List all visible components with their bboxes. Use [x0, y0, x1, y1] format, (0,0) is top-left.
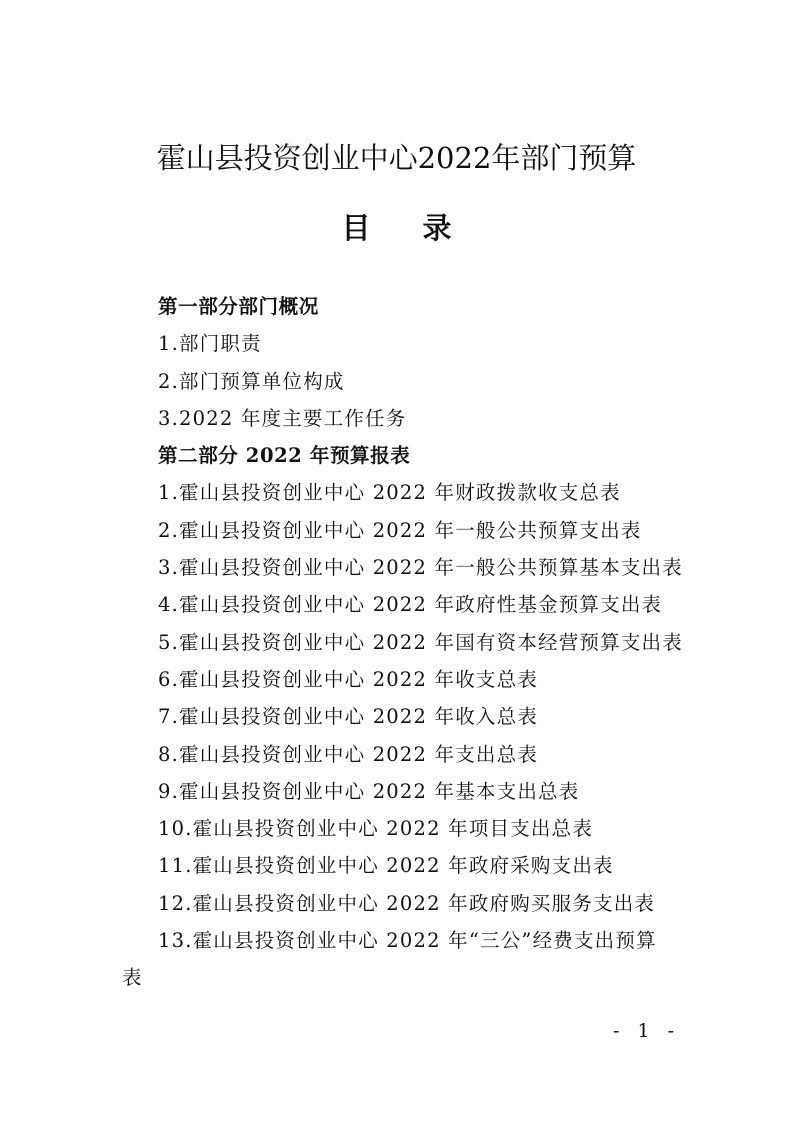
toc-item: 13.霍山县投资创业中心 2022 年“三公”经费支出预算表: [122, 929, 657, 990]
toc-item: 8.霍山县投资创业中心 2022 年支出总表: [158, 742, 539, 766]
table-of-contents: [122, 288, 682, 997]
toc-item: 6.霍山县投资创业中心 2022 年收支总表: [158, 667, 539, 691]
document-title: 霍山县投资创业中心2022年部门预算: [156, 141, 637, 175]
toc-item: 2.霍山县投资创业中心 2022 年一般公共预算支出表: [158, 518, 642, 542]
toc-item: 7.霍山县投资创业中心 2022 年收入总表: [158, 705, 539, 729]
toc-item: 2.部门预算单位构成: [158, 369, 345, 393]
toc-item: 5.霍山县投资创业中心 2022 年国有资本经营预算支出表: [158, 630, 683, 654]
page-number: - 1 -: [612, 1020, 680, 1042]
toc-part1-heading: 第一部分部门概况: [158, 295, 319, 318]
toc-item: 10.霍山县投资创业中心 2022 年项目支出总表: [158, 817, 594, 841]
toc-item: 12.霍山县投资创业中心 2022 年政府购买服务支出表: [158, 891, 656, 915]
toc-item: 1.部门职责: [158, 332, 262, 356]
toc-item: 3.霍山县投资创业中心 2022 年一般公共预算基本支出表: [158, 556, 683, 580]
toc-part2-heading: 第二部分 2022 年预算报表: [158, 444, 411, 468]
toc-item: 4.霍山县投资创业中心 2022 年政府性基金预算支出表: [158, 593, 663, 617]
toc-item: 11.霍山县投资创业中心 2022 年政府采购支出表: [158, 854, 614, 878]
toc-item: 3.2022 年度主要工作任务: [158, 406, 407, 430]
toc-item: 1.霍山县投资创业中心 2022 年财政拨款收支总表: [158, 481, 621, 505]
toc-subtitle: 目录: [341, 211, 504, 245]
toc-item: 9.霍山县投资创业中心 2022 年基本支出总表: [158, 779, 580, 803]
